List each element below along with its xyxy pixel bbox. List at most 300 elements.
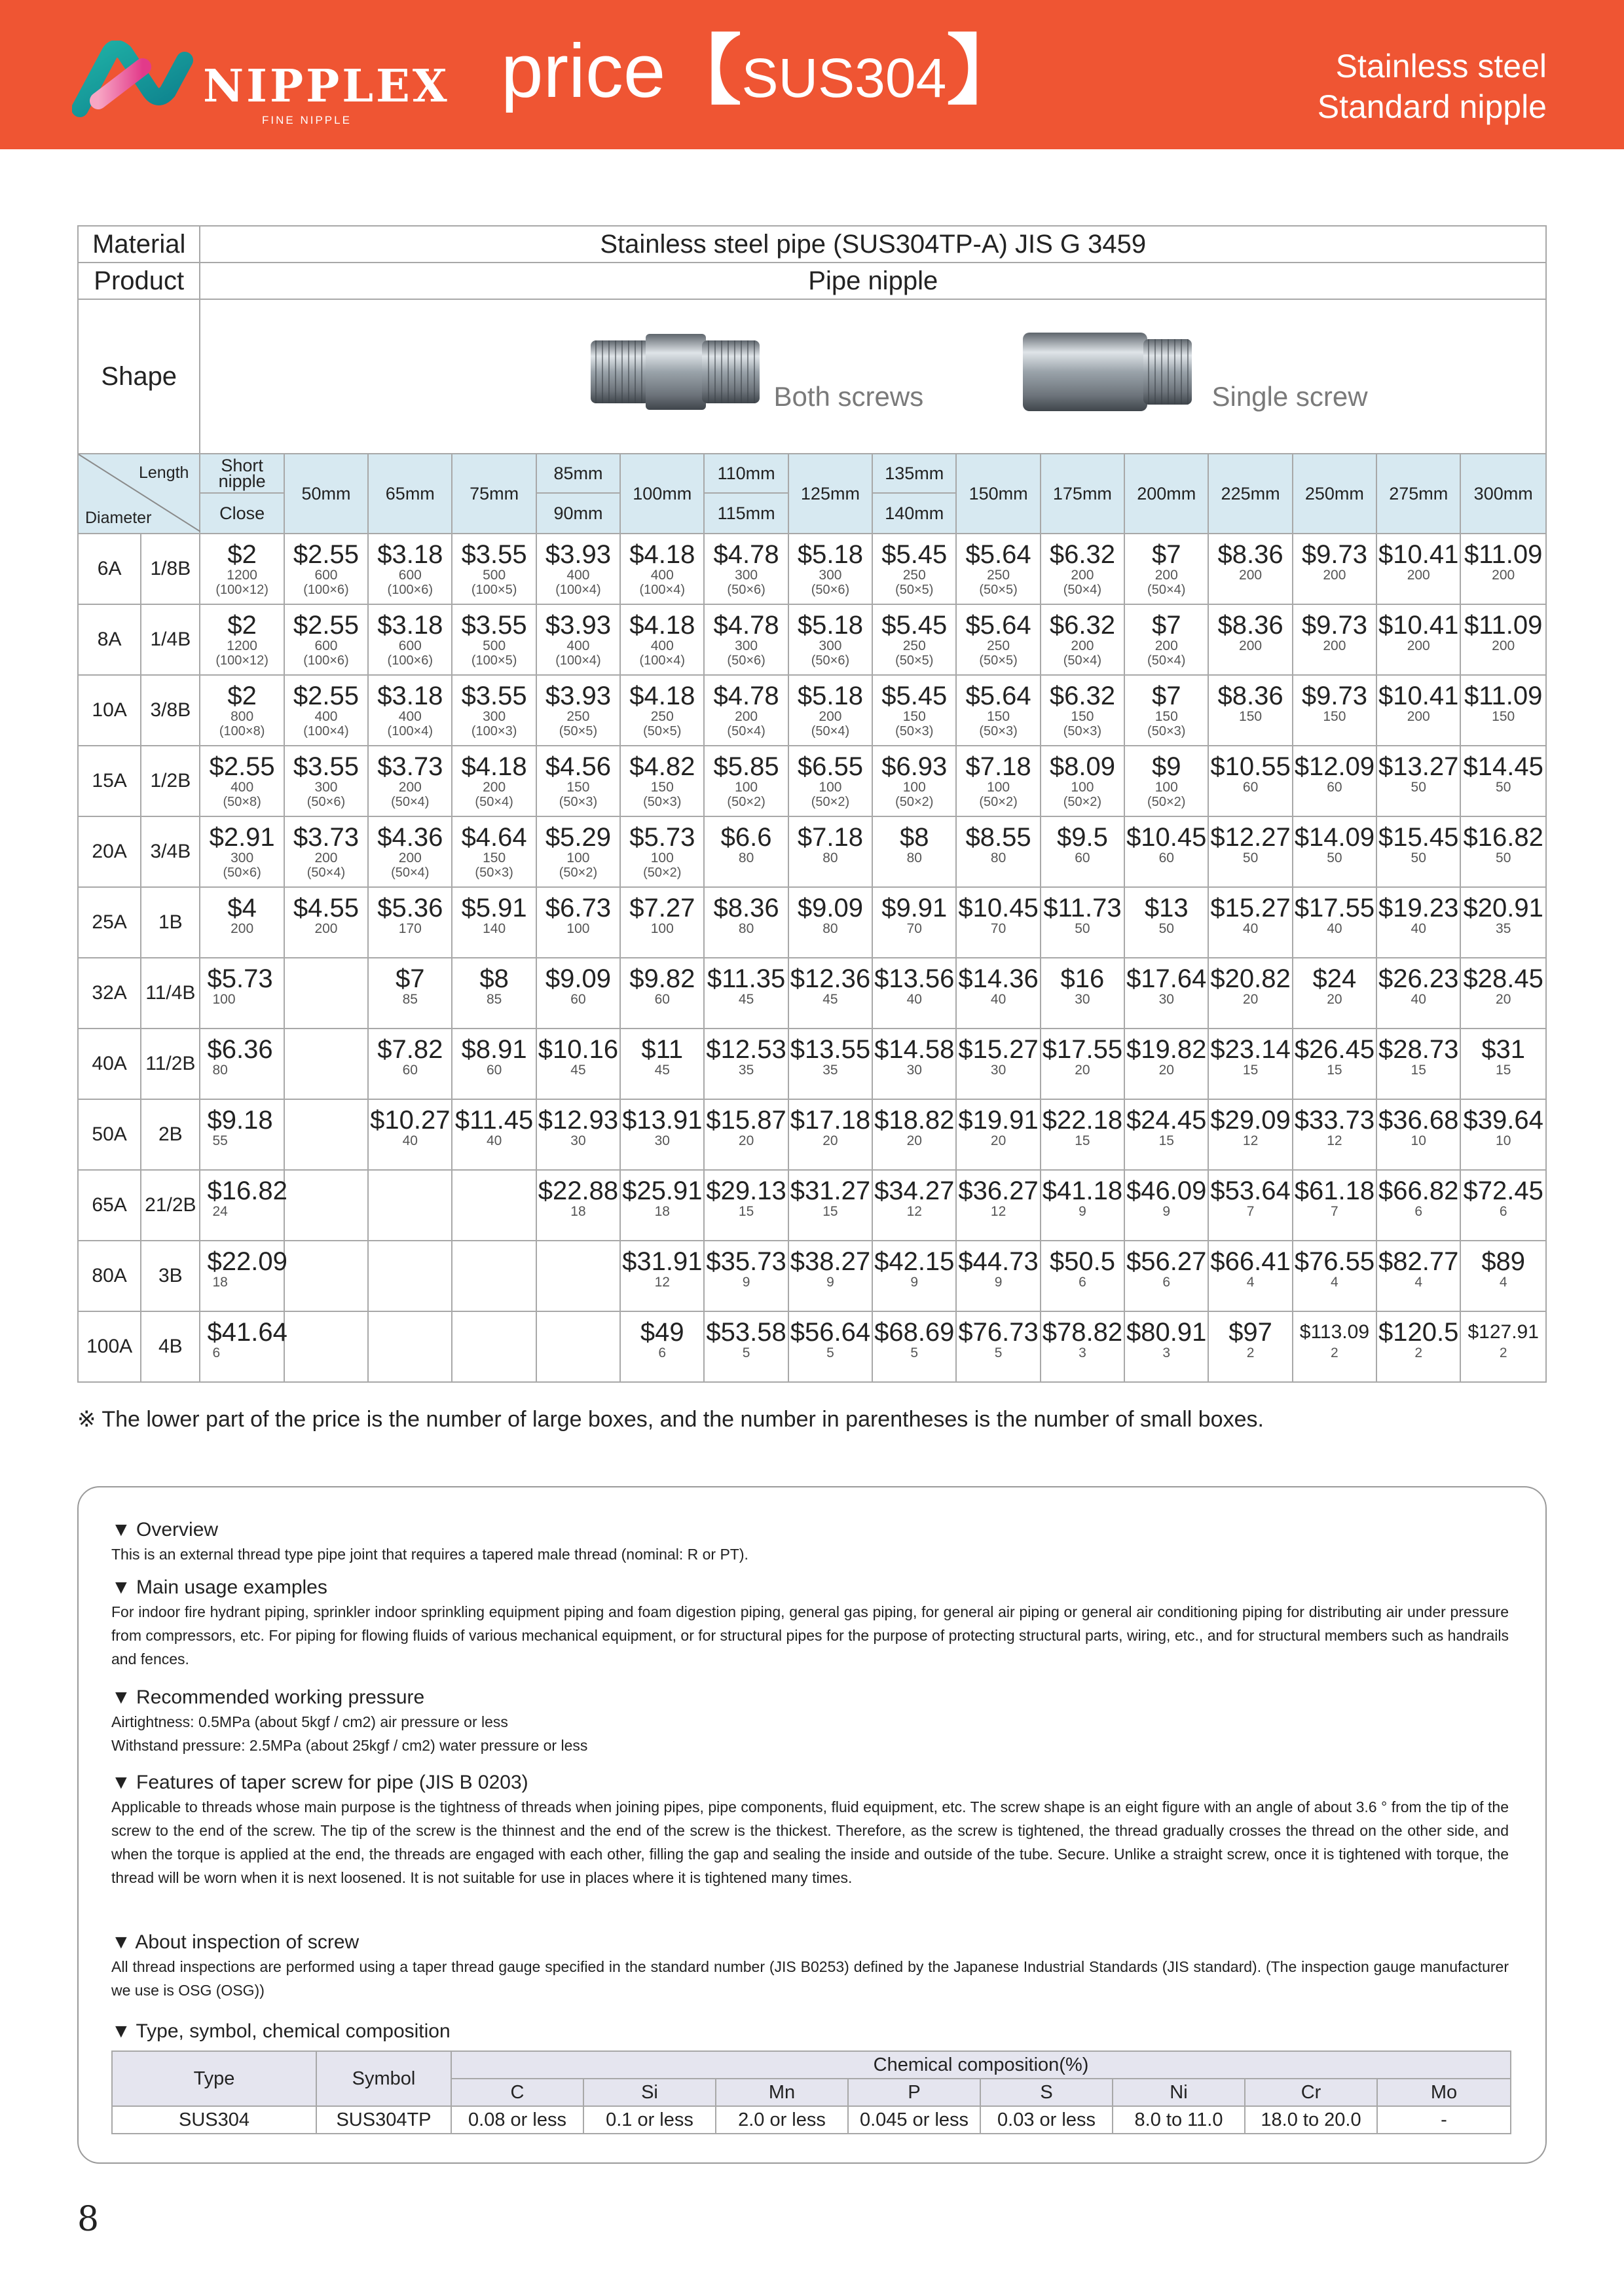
box-quantity: 100 xyxy=(1071,780,1094,795)
box-quantity: 150 xyxy=(1239,709,1263,724)
price-cell xyxy=(1124,534,1208,604)
box-quantity: 400 xyxy=(231,780,254,795)
box-quantity: 85 xyxy=(486,992,502,1007)
page-title xyxy=(501,28,1023,113)
price-value: $44.73 xyxy=(958,1247,1039,1276)
chem-element-header: Ni xyxy=(1113,2079,1245,2106)
box-quantity: 250 xyxy=(987,638,1010,653)
price-cell xyxy=(368,675,452,746)
price-cell xyxy=(1041,1170,1124,1241)
usage-heading: ▼ Main usage examples xyxy=(111,1576,327,1598)
price-cell xyxy=(200,746,284,816)
box-quantity: 40 xyxy=(1327,921,1342,936)
box-quantity: 30 xyxy=(990,1063,1006,1078)
box-quantity: 24 xyxy=(212,1204,228,1219)
diameter-label: Diameter xyxy=(85,509,152,527)
box-quantity: 150 xyxy=(483,850,506,866)
price-value: $2 xyxy=(227,682,257,710)
box-quantity: 6 xyxy=(1162,1275,1171,1290)
price-cell xyxy=(452,746,536,816)
price-value: $4.78 xyxy=(713,540,779,569)
price-value: $46.09 xyxy=(1126,1176,1207,1205)
box-quantity: 250 xyxy=(902,568,926,583)
box-quantity: 12 xyxy=(990,1204,1006,1219)
price-cell xyxy=(368,534,452,604)
box-quantity: 80 xyxy=(822,850,838,866)
price-cell xyxy=(1293,1311,1376,1382)
price-value: $3.93 xyxy=(545,540,611,569)
price-cell xyxy=(704,604,788,675)
price-value: $17.18 xyxy=(790,1106,871,1135)
price-value: $15.27 xyxy=(1210,894,1291,922)
price-cell xyxy=(956,1170,1040,1241)
price-value: $11.73 xyxy=(1043,894,1122,922)
price-cell xyxy=(620,887,704,958)
box-quantity: 200 xyxy=(1154,638,1178,653)
price-cell xyxy=(872,534,956,604)
price-value: $31 xyxy=(1481,1035,1526,1064)
price-cell xyxy=(1460,816,1546,887)
box-quantity: 5 xyxy=(994,1345,1003,1360)
price-cell xyxy=(1376,604,1460,675)
price-value: $14.58 xyxy=(874,1035,955,1064)
box-quantity: 150 xyxy=(1154,709,1178,724)
price-value: $68.69 xyxy=(874,1318,955,1347)
box-quantity: 20 xyxy=(990,1133,1006,1148)
price-cell xyxy=(452,1241,536,1311)
box-quantity: 100 xyxy=(1154,780,1178,795)
price-cell xyxy=(1460,604,1546,675)
price-value: $13.56 xyxy=(874,964,955,993)
small-box-quantity: (50×4) xyxy=(727,724,766,738)
small-box-quantity: (50×2) xyxy=(895,795,934,809)
price-value: $41.64 xyxy=(207,1318,287,1347)
price-value: $8.55 xyxy=(965,823,1031,852)
box-quantity: 5 xyxy=(742,1345,750,1360)
diameter-a: 80A xyxy=(78,1241,141,1311)
price-cell xyxy=(536,1170,620,1241)
box-quantity: 40 xyxy=(1242,921,1259,936)
box-quantity: 7 xyxy=(1331,1204,1338,1219)
price-value: $7.18 xyxy=(797,823,863,852)
box-quantity: 20 xyxy=(822,1133,838,1148)
price-cell xyxy=(704,958,788,1029)
overview-body: This is an external thread type pipe joint that requires a tapered male thread (nominal: R or PT). xyxy=(111,1546,748,1563)
price-cell xyxy=(788,1311,872,1382)
box-quantity: 12 xyxy=(1327,1133,1342,1148)
chem-symbol-header: Symbol xyxy=(316,2051,451,2106)
price-value: $76.55 xyxy=(1294,1247,1375,1276)
chem-element-header: Mo xyxy=(1377,2079,1511,2106)
price-value: $11.09 xyxy=(1464,682,1543,710)
box-quantity: 2 xyxy=(1414,1345,1423,1360)
price-cell xyxy=(956,746,1040,816)
price-cell xyxy=(1124,816,1208,887)
price-cell xyxy=(1041,887,1124,958)
price-cell xyxy=(872,604,956,675)
box-quantity: 200 xyxy=(1239,638,1263,653)
price-value: $19.82 xyxy=(1126,1035,1207,1064)
diameter-b: 3/8B xyxy=(141,675,200,746)
box-quantity: 1200 xyxy=(227,568,257,583)
box-quantity: 9 xyxy=(826,1275,834,1290)
price-value: $23.14 xyxy=(1210,1035,1291,1064)
price-cell xyxy=(620,1311,704,1382)
price-cell xyxy=(1376,534,1460,604)
price-value: $15.45 xyxy=(1378,823,1459,852)
small-box-quantity: (50×6) xyxy=(811,653,850,668)
box-quantity: 6 xyxy=(1079,1275,1086,1290)
box-quantity: 200 xyxy=(398,850,422,866)
small-box-quantity: (50×2) xyxy=(643,866,682,880)
price-cell xyxy=(1041,534,1124,604)
price-value: $3.93 xyxy=(545,682,611,710)
table-row xyxy=(78,1170,1546,1241)
small-box-quantity: (100×4) xyxy=(387,724,434,738)
length-header-bottom: 140mm xyxy=(872,493,956,534)
price-cell xyxy=(620,1241,704,1311)
small-box-quantity: (50×4) xyxy=(1063,583,1102,597)
box-quantity: 30 xyxy=(906,1063,922,1078)
box-quantity: 300 xyxy=(314,780,338,795)
diameter-a: 6A xyxy=(78,534,141,604)
length-header: 50mm xyxy=(284,454,368,534)
box-quantity: 15 xyxy=(1242,1063,1259,1078)
price-value: $3.18 xyxy=(377,540,443,569)
length-header-top: 135mm xyxy=(872,454,956,493)
table-row xyxy=(78,1099,1546,1170)
price-cell xyxy=(1293,746,1376,816)
price-value: $49 xyxy=(640,1318,684,1347)
price-value: $80.91 xyxy=(1126,1318,1207,1347)
price-value: $10.45 xyxy=(958,894,1039,922)
small-box-quantity: (50×5) xyxy=(895,583,934,597)
price-cell xyxy=(1208,958,1292,1029)
price-cell xyxy=(1460,1099,1546,1170)
price-value: $4.36 xyxy=(377,823,443,852)
box-quantity: 200 xyxy=(1492,568,1515,583)
box-quantity: 15 xyxy=(1496,1063,1511,1078)
small-box-quantity: (50×5) xyxy=(895,653,934,668)
price-cell xyxy=(788,1099,872,1170)
box-quantity: 60 xyxy=(486,1063,502,1078)
box-quantity: 60 xyxy=(1158,850,1174,866)
price-value: $20.82 xyxy=(1210,964,1291,993)
price-cell xyxy=(1376,1170,1460,1241)
price-value: $3.55 xyxy=(293,752,360,781)
box-quantity: 5 xyxy=(826,1345,834,1360)
price-value: $41.18 xyxy=(1042,1176,1123,1205)
small-box-quantity: (50×4) xyxy=(391,795,430,809)
box-quantity: 140 xyxy=(483,921,506,936)
box-quantity: 300 xyxy=(483,709,506,724)
table-row xyxy=(78,1241,1546,1311)
box-quantity: 100 xyxy=(987,780,1010,795)
price-value: $5.91 xyxy=(461,894,527,922)
price-value: $2.91 xyxy=(209,823,275,852)
short-nipple-label: Short nipple xyxy=(218,456,266,491)
price-cell xyxy=(284,746,368,816)
box-quantity: 85 xyxy=(402,992,418,1007)
diameter-a: 100A xyxy=(78,1311,141,1382)
price-cell xyxy=(368,604,452,675)
pressure-heading: ▼ Recommended working pressure xyxy=(111,1686,425,1708)
box-quantity: 30 xyxy=(1158,992,1174,1007)
box-quantity: 300 xyxy=(735,638,758,653)
price-cell xyxy=(284,675,368,746)
box-quantity: 200 xyxy=(314,921,338,936)
price-cell xyxy=(200,1170,287,1241)
price-value: $8.91 xyxy=(461,1035,527,1064)
price-cell xyxy=(704,534,788,604)
price-table xyxy=(77,225,1547,1383)
box-quantity: 10 xyxy=(1411,1133,1426,1148)
taper-heading: ▼ Features of taper screw for pipe (JIS B 0203) xyxy=(111,1772,528,1793)
box-quantity: 200 xyxy=(1071,638,1094,653)
price-value: $13.55 xyxy=(790,1035,871,1064)
price-value: $7 xyxy=(396,964,425,993)
price-value: $61.18 xyxy=(1294,1176,1375,1205)
price-cell xyxy=(788,604,872,675)
box-quantity: 150 xyxy=(1323,709,1346,724)
price-value: $15.27 xyxy=(958,1035,1039,1064)
price-value: $9.09 xyxy=(545,964,611,993)
box-quantity: 80 xyxy=(906,850,922,866)
box-quantity: 600 xyxy=(398,568,422,583)
price-cell xyxy=(368,1311,452,1382)
price-cell xyxy=(704,1241,788,1311)
price-value: $11 xyxy=(641,1035,684,1064)
small-box-quantity: (50×4) xyxy=(475,795,513,809)
price-cell xyxy=(620,958,704,1029)
box-quantity: 9 xyxy=(1079,1204,1086,1219)
length-header: 300mm xyxy=(1460,454,1546,534)
small-box-quantity: (50×4) xyxy=(1147,583,1186,597)
price-cell xyxy=(704,816,788,887)
price-value: $2 xyxy=(227,611,257,640)
price-value: $9.91 xyxy=(881,894,948,922)
box-quantity: 6 xyxy=(212,1345,221,1360)
chem-element-header: Cr xyxy=(1245,2079,1377,2106)
box-quantity: 150 xyxy=(1492,709,1515,724)
box-quantity: 70 xyxy=(906,921,922,936)
price-cell xyxy=(956,958,1040,1029)
price-cell xyxy=(956,1099,1040,1170)
small-box-quantity: (50×6) xyxy=(727,653,766,668)
price-value: $17.55 xyxy=(1294,894,1375,922)
price-cell xyxy=(872,1029,956,1099)
price-cell xyxy=(1460,887,1546,958)
price-value: $8 xyxy=(479,964,509,993)
diameter-b: 4B xyxy=(141,1311,200,1382)
price-cell xyxy=(704,1170,788,1241)
price-cell xyxy=(1293,1099,1376,1170)
box-quantity: 60 xyxy=(570,992,586,1007)
small-box-quantity: (50×6) xyxy=(727,583,766,597)
box-quantity: 100 xyxy=(566,850,590,866)
price-cell xyxy=(1208,604,1292,675)
box-quantity: 60 xyxy=(654,992,670,1007)
price-cell xyxy=(620,746,704,816)
price-value: $35.73 xyxy=(706,1247,786,1276)
price-cell xyxy=(620,1029,704,1099)
price-value: $53.58 xyxy=(706,1318,786,1347)
small-box-quantity: (50×5) xyxy=(979,583,1018,597)
diameter-b: 1/4B xyxy=(141,604,200,675)
box-quantity: 200 xyxy=(398,780,422,795)
header-subtitle-line2: Standard nipple xyxy=(1317,88,1547,125)
price-value: $6.55 xyxy=(797,752,863,781)
price-cell xyxy=(1460,1029,1546,1099)
price-value: $7 xyxy=(1151,540,1181,569)
box-quantity: 80 xyxy=(212,1063,228,1078)
price-value: $97 xyxy=(1228,1318,1272,1347)
price-cell xyxy=(1208,1241,1292,1311)
box-quantity: 200 xyxy=(1407,568,1430,583)
box-quantity: 250 xyxy=(566,709,590,724)
price-value: $8.36 xyxy=(1217,611,1283,640)
small-box-quantity: (50×2) xyxy=(811,795,850,809)
length-header: 250mm xyxy=(1293,454,1376,534)
box-quantity: 12 xyxy=(1242,1133,1259,1148)
price-value: $10.45 xyxy=(1126,823,1207,852)
price-value: $13.27 xyxy=(1378,752,1459,781)
price-cell xyxy=(1376,1311,1460,1382)
inspection-body: All thread inspections are performed using a taper thread gauge specified in the standard number (JIS B0253) defined by the Japanese Industrial Standards (JIS standard). (The inspection gauge manufacturer we use is OSG (OSG)) xyxy=(111,1958,1509,1999)
box-quantity: 20 xyxy=(1242,992,1259,1007)
small-box-quantity: (100×12) xyxy=(215,653,268,668)
price-cell xyxy=(1376,746,1460,816)
price-cell xyxy=(1293,958,1376,1029)
small-box-quantity: (50×6) xyxy=(223,866,261,880)
price-cell xyxy=(956,675,1040,746)
price-value: $14.09 xyxy=(1294,823,1375,852)
price-cell xyxy=(1208,1029,1292,1099)
price-value: $5.18 xyxy=(797,682,863,710)
price-cell xyxy=(368,1170,452,1241)
box-quantity: 60 xyxy=(402,1063,418,1078)
price-cell xyxy=(956,887,1040,958)
material-value: Stainless steel pipe (SUS304TP-A) JIS G 3459 xyxy=(200,226,1546,263)
price-value: $12.53 xyxy=(706,1035,786,1064)
table-row xyxy=(78,675,1546,746)
box-quantity: 20 xyxy=(906,1133,922,1148)
box-quantity: 200 xyxy=(1407,638,1430,653)
price-cell xyxy=(200,604,284,675)
box-quantity: 5 xyxy=(910,1345,919,1360)
price-value: $24 xyxy=(1312,964,1357,993)
price-cell xyxy=(200,1099,284,1170)
small-box-quantity: (50×2) xyxy=(1063,795,1102,809)
price-cell xyxy=(284,1099,368,1170)
short-nipple-header xyxy=(200,454,284,493)
price-cell xyxy=(1208,1099,1292,1170)
table-row xyxy=(78,604,1546,675)
price-cell xyxy=(1293,1241,1376,1311)
box-quantity: 150 xyxy=(566,780,590,795)
box-quantity: 600 xyxy=(314,638,338,653)
price-cell xyxy=(536,746,620,816)
box-quantity: 2 xyxy=(1499,1345,1507,1360)
title-bracket-close: 】 xyxy=(946,28,1023,113)
price-cell xyxy=(1376,816,1460,887)
price-value: $9.82 xyxy=(629,964,695,993)
small-box-quantity: (100×5) xyxy=(471,583,517,597)
price-value: $4.64 xyxy=(461,823,527,852)
box-quantity: 45 xyxy=(654,1063,670,1078)
chem-symbol-value: SUS304TP xyxy=(316,2106,451,2134)
box-quantity: 60 xyxy=(1327,780,1342,795)
price-cell xyxy=(368,887,452,958)
price-cell xyxy=(200,958,284,1029)
price-value: $31.27 xyxy=(790,1176,871,1205)
price-cell xyxy=(368,958,452,1029)
box-quantity: 50 xyxy=(1496,850,1511,866)
price-value: $120.5 xyxy=(1378,1318,1459,1347)
box-quantity: 250 xyxy=(902,638,926,653)
price-cell xyxy=(1124,604,1208,675)
price-value: $78.82 xyxy=(1042,1318,1123,1347)
diameter-a: 25A xyxy=(78,887,141,958)
box-quantity: 30 xyxy=(570,1133,586,1148)
price-cell xyxy=(452,675,536,746)
small-box-quantity: (50×2) xyxy=(1147,795,1186,809)
price-cell xyxy=(284,958,368,1029)
price-cell xyxy=(1293,534,1376,604)
price-cell xyxy=(1041,816,1124,887)
price-cell xyxy=(872,746,956,816)
price-cell xyxy=(1376,1099,1460,1170)
chem-element-header: S xyxy=(980,2079,1113,2106)
price-value: $22.18 xyxy=(1042,1106,1123,1135)
price-cell xyxy=(956,1311,1040,1382)
logo-subtitle: FINE NIPPLE xyxy=(262,114,352,126)
price-value: $2.55 xyxy=(209,752,275,781)
price-cell xyxy=(1460,1170,1546,1241)
price-value: $13.91 xyxy=(622,1106,703,1135)
price-value: $53.64 xyxy=(1210,1176,1291,1205)
price-cell xyxy=(788,958,872,1029)
price-value: $3.73 xyxy=(377,752,443,781)
price-value: $12.27 xyxy=(1210,823,1291,852)
length-header: 100mm xyxy=(620,454,704,534)
diameter-a: 10A xyxy=(78,675,141,746)
box-quantity: 300 xyxy=(735,568,758,583)
box-quantity: 100 xyxy=(819,780,842,795)
price-cell xyxy=(704,887,788,958)
price-cell xyxy=(452,1029,536,1099)
price-cell xyxy=(536,1099,620,1170)
single-screw-label: Single screw xyxy=(1211,381,1368,412)
price-cell xyxy=(788,887,872,958)
price-cell xyxy=(1460,958,1546,1029)
price-cell xyxy=(1376,675,1460,746)
price-value: $5.64 xyxy=(965,540,1031,569)
price-cell xyxy=(1124,1099,1208,1170)
diameter-a: 15A xyxy=(78,746,141,816)
price-value: $5.45 xyxy=(881,611,948,640)
price-cell xyxy=(284,534,368,604)
box-quantity: 9 xyxy=(1162,1204,1171,1219)
chem-element-value: 2.0 or less xyxy=(716,2106,848,2134)
chem-element-value: 0.1 or less xyxy=(583,2106,716,2134)
price-value: $8 xyxy=(900,823,929,852)
price-cell xyxy=(536,1029,620,1099)
chem-element-value: 8.0 to 11.0 xyxy=(1113,2106,1245,2134)
chem-element-value: 0.045 or less xyxy=(848,2106,980,2134)
box-quantity: 100 xyxy=(650,921,674,936)
price-cell xyxy=(956,604,1040,675)
